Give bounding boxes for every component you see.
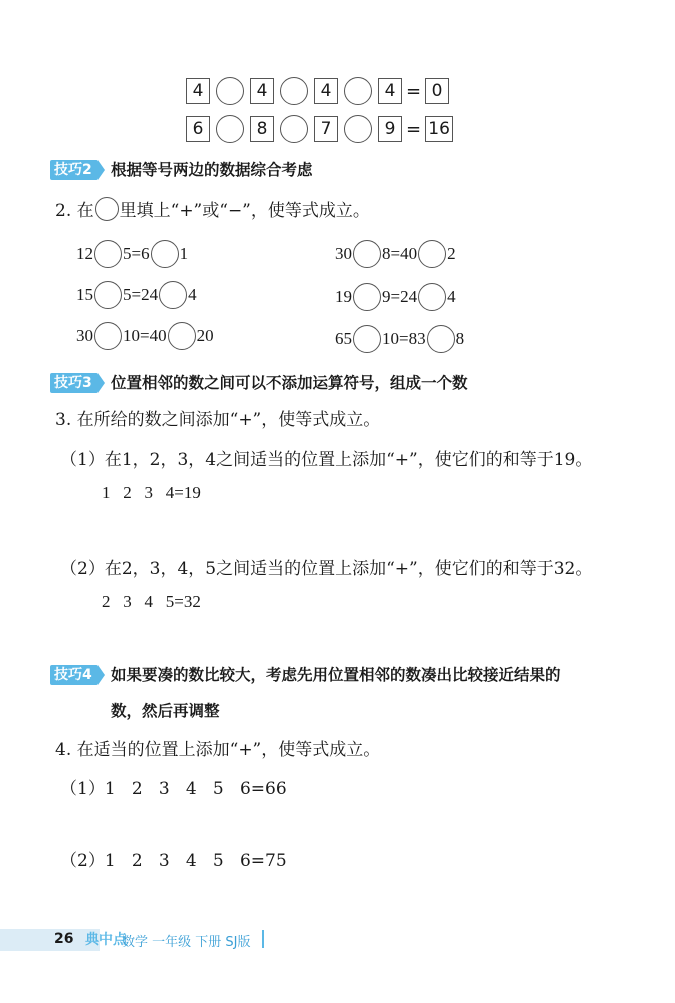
question-3-sub1: （1）在1，2，3，4之间适当的位置上添加“+”，使它们的和等于19。 [60,450,593,470]
answer-circle[interactable] [216,77,244,105]
answer-circle[interactable] [353,283,381,311]
tip-text: 位置相邻的数之间可以不添加运算符号，组成一个数 [111,374,468,392]
answer-circle[interactable] [280,77,308,105]
answer-circle[interactable] [353,240,381,268]
answer-circle[interactable] [418,240,446,268]
book-title: 数学 一年级 下册 SJ版 [122,935,251,950]
answer-circle[interactable] [159,281,187,309]
answer-circle[interactable] [94,281,122,309]
answer-circle[interactable] [418,283,446,311]
question-4-prompt: 4. 在适当的位置上添加“+”，使等式成立。 [55,740,381,760]
equals-sign: = [406,118,422,140]
question-3-sub1-expr: 1 2 3 4=19 [102,483,201,502]
answer-circle[interactable] [216,115,244,143]
answer-circle[interactable] [344,77,372,105]
answer-circle-example [95,197,119,221]
number-box: 4 [250,78,274,104]
page-number: 26 [54,931,74,947]
number-box: 4 [314,78,338,104]
footer-divider [262,930,264,948]
result-box: 0 [425,78,449,104]
tip-badge: 技巧4 [50,665,98,685]
answer-circle[interactable] [151,240,179,268]
q2-right-1: 30 8=40 2 [335,240,456,268]
number-box: 4 [186,78,210,104]
equation-row-2 [186,115,453,143]
tip-badge: 技巧2 [50,160,98,180]
q2-right-3: 65 10=83 8 [335,325,464,353]
result-box: 16 [425,116,453,142]
question-3-sub2: （2）在2，3，4，5之间适当的位置上添加“+”，使它们的和等于32。 [60,559,593,579]
question-3-sub2-expr: 2 3 4 5=32 [102,592,201,611]
answer-circle[interactable] [427,325,455,353]
q2-left-2: 15 5=24 4 [76,281,197,309]
answer-circle[interactable] [94,240,122,268]
equation-row-1 [186,77,449,105]
answer-circle[interactable] [94,322,122,350]
answer-circle[interactable] [168,322,196,350]
tip-badge: 技巧3 [50,373,98,393]
tip-text-line2: 数，然后再调整 [111,702,220,720]
tip-text: 根据等号两边的数据综合考虑 [111,161,313,179]
number-box: 7 [314,116,338,142]
number-box: 6 [186,116,210,142]
answer-circle[interactable] [344,115,372,143]
question-2-prompt: 2. 在 里填上“+”或“−”，使等式成立。 [55,196,370,221]
answer-circle[interactable] [353,325,381,353]
number-box: 4 [378,78,402,104]
question-4-sub2: （2）1 2 3 4 5 6=75 [60,851,287,871]
q2-left-3: 30 10=40 20 [76,322,214,350]
tip-text-line1: 如果要凑的数比较大，考虑先用位置相邻的数凑出比较接近结果的 [111,666,561,684]
brand-logo: 典中点 [85,932,127,948]
number-box: 8 [250,116,274,142]
question-3-prompt: 3. 在所给的数之间添加“+”，使等式成立。 [55,410,381,430]
q2-right-2: 19 9=24 4 [335,283,456,311]
equals-sign: = [406,80,422,102]
number-box: 9 [378,116,402,142]
question-4-sub1: （1）1 2 3 4 5 6=66 [60,779,287,799]
answer-circle[interactable] [280,115,308,143]
q2-left-1: 12 5=6 1 [76,240,188,268]
